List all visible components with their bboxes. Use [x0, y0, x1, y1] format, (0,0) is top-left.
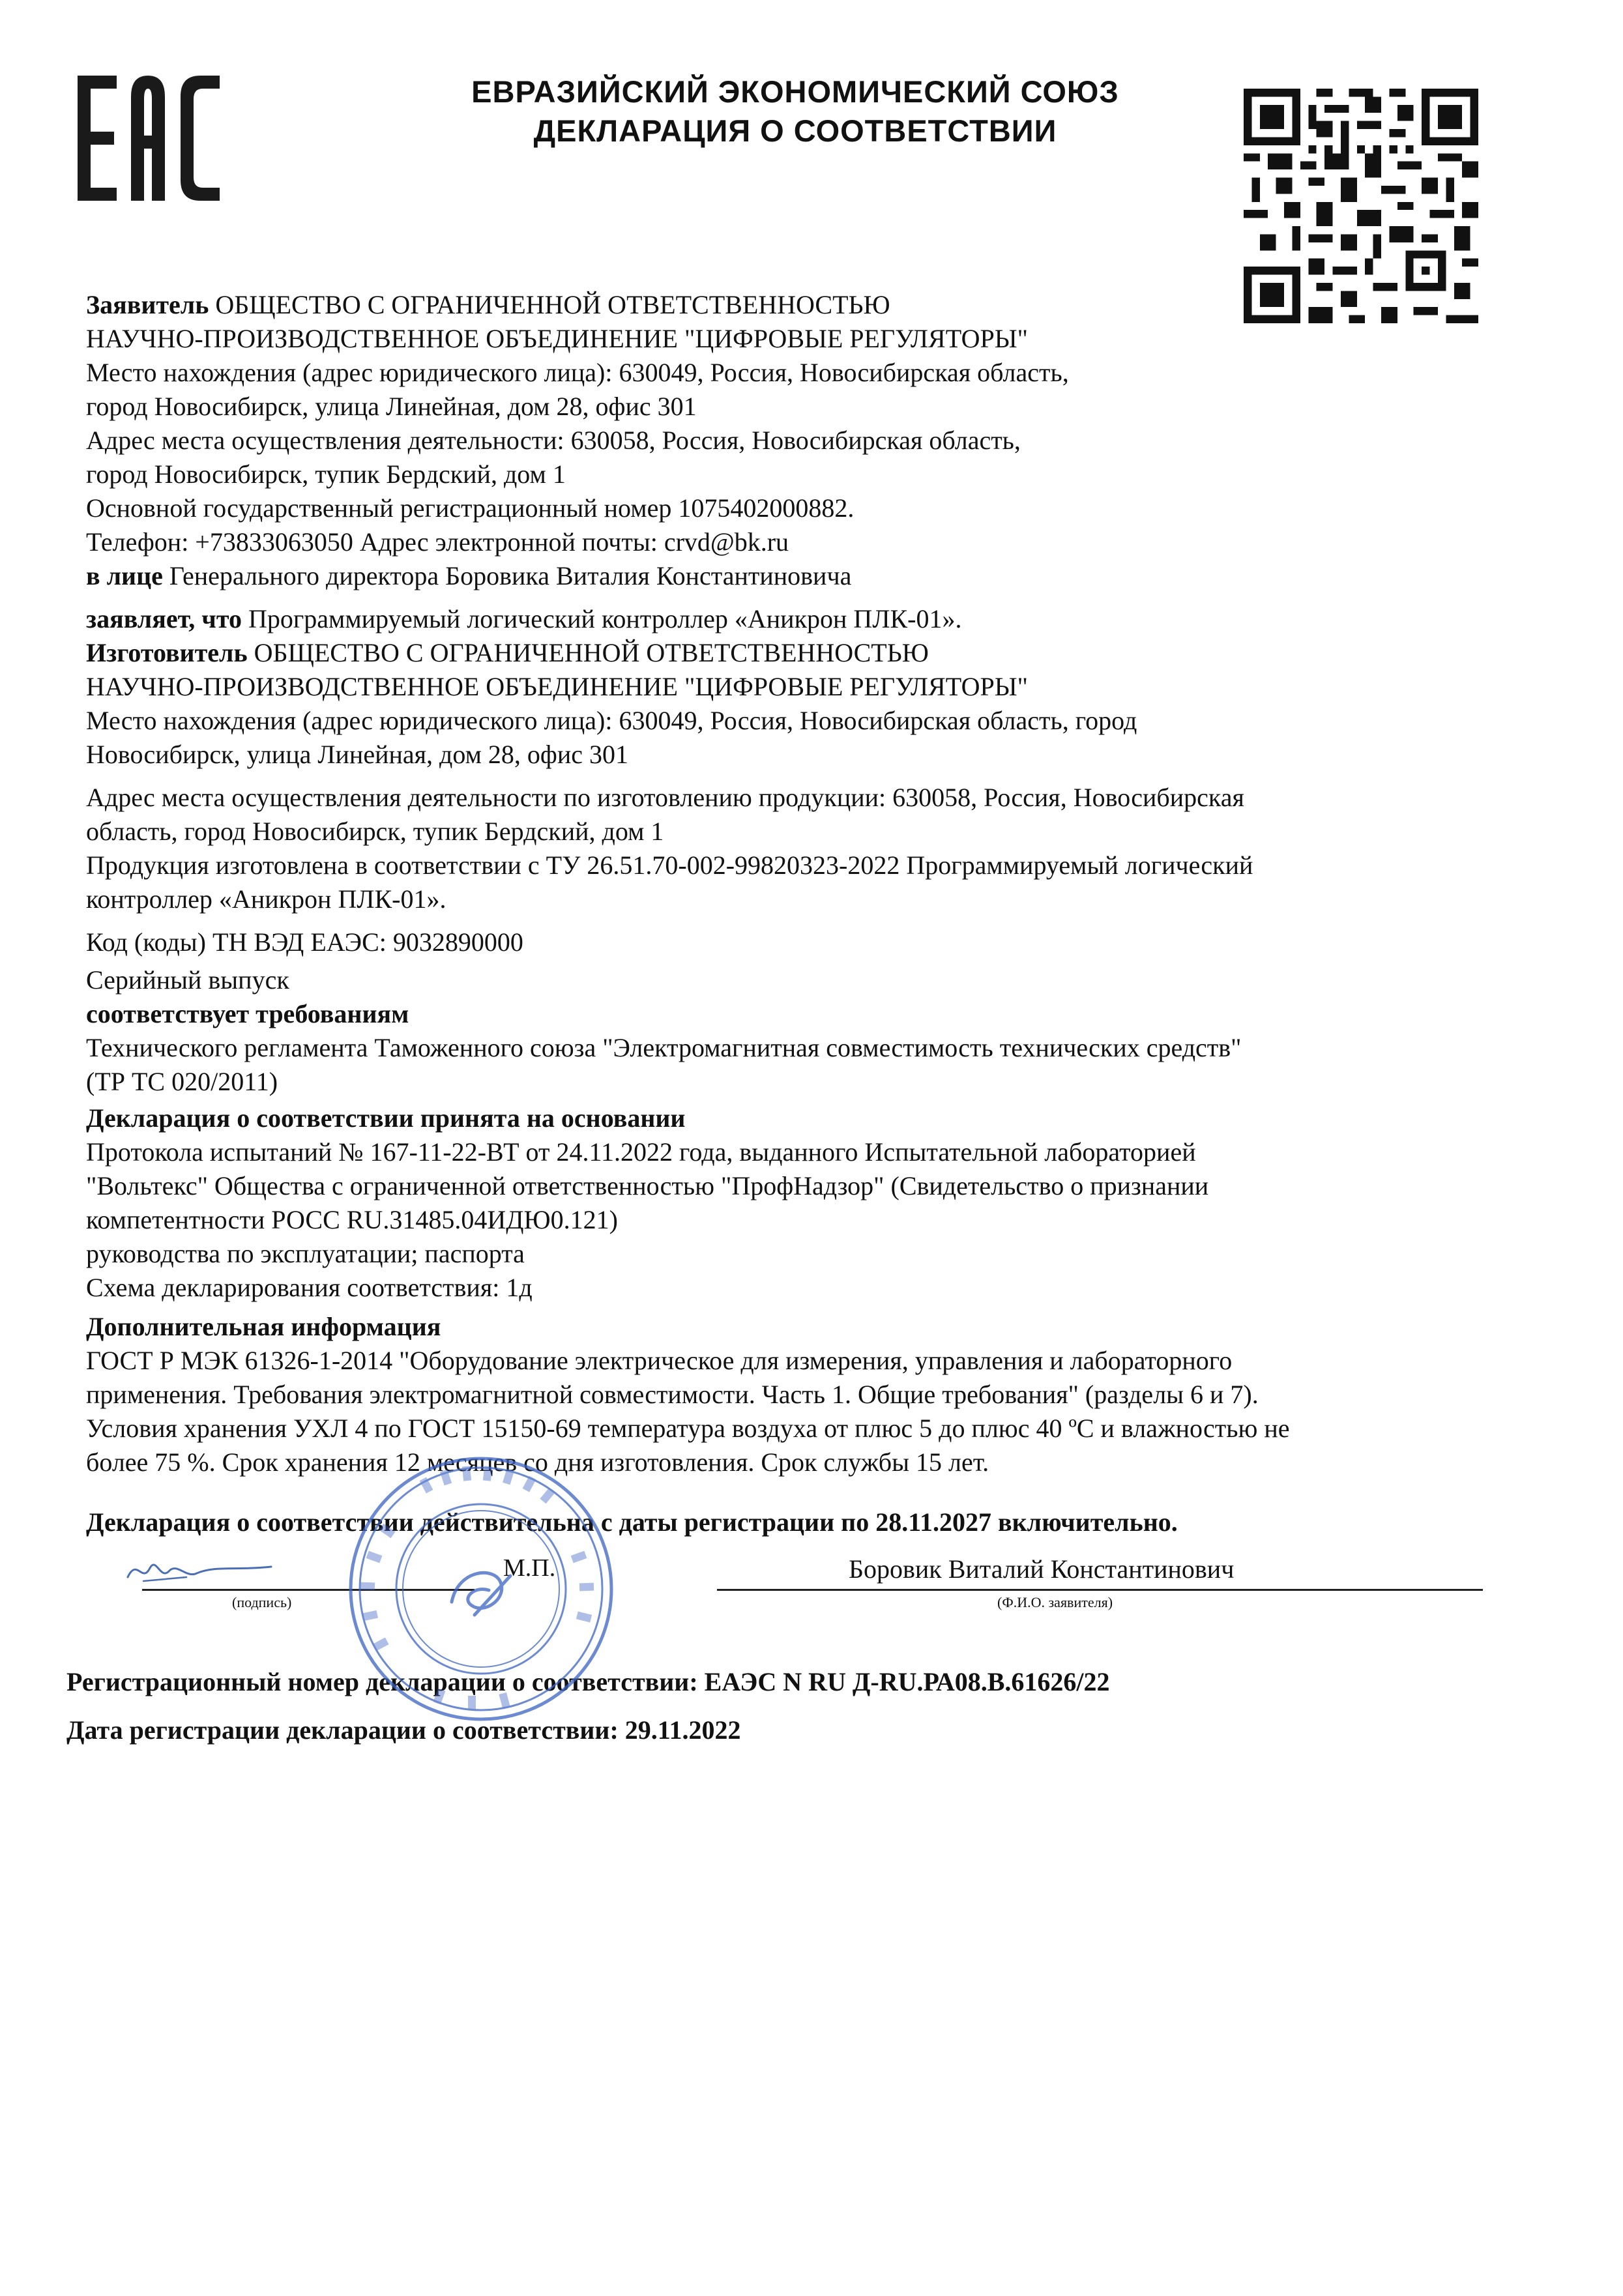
additional-line4: более 75 %. Срок хранения 12 месяцев со дня изготовления. Срок службы 15 лет. — [86, 1447, 989, 1477]
applicant-address-line1: Место нахождения (адрес юридического лица): 630049, Россия, Новосибирская область, — [86, 358, 1069, 387]
additional-line2: применения. Требования электромагнитной совместимости. Часть 1. Общие требования" (разделы 6 и 7). — [86, 1380, 1259, 1409]
applicant-full-name: Боровик Виталий Константинович — [849, 1554, 1235, 1584]
manufacturer-spec-line2: контроллер «Аникрон ПЛК-01». — [86, 884, 446, 914]
representative-label: в лице — [86, 561, 163, 590]
manufacturer-address-line1: Место нахождения (адрес юридического лица): 630049, Россия, Новосибирская область, город — [86, 706, 1137, 735]
name-caption: (Ф.И.О. заявителя) — [997, 1594, 1113, 1610]
manufacturer-address-line2: Новосибирск, улица Линейная, дом 28, офис 301 — [86, 740, 629, 769]
requirements-line1: Технического регламента Таможенного союза "Электромагнитная совместимость технических средств" — [86, 1033, 1242, 1062]
registration-number: Регистрационный номер декларации о соответствии: ЕАЭС N RU Д-RU.РА08.В.61626/22 — [66, 1667, 1110, 1696]
document-title: ДЕКЛАРАЦИЯ О СООТВЕТСТВИИ — [533, 113, 1057, 148]
manufacturer-name-line1 — [86, 636, 929, 670]
applicant-name-line1 — [86, 288, 890, 322]
requirements-line2: (ТР ТС 020/2011) — [86, 1067, 278, 1096]
manufacturer-production-line1: Адрес места осуществления деятельности по изготовлению продукции: 630058, Россия, Новосибирская — [86, 783, 1244, 812]
eac-logo — [75, 73, 231, 203]
applicant-label: Заявитель — [86, 290, 209, 319]
stamp-mark: М.П. — [503, 1554, 556, 1582]
manufacturer-production-line2: область, город Новосибирск, тупик Бердский, дом 1 — [86, 817, 664, 846]
additional-line3: Условия хранения УХЛ 4 по ГОСТ 15150-69 температура воздуха от плюс 5 до плюс 40 ºС и влажностью не — [86, 1414, 1290, 1443]
basis-line4: руководства по эксплуатации; паспорта — [86, 1239, 525, 1268]
requirements-heading: соответствует требованиям — [86, 999, 409, 1028]
signature-caption: (подпись) — [232, 1594, 292, 1610]
representative-name: Генерального директора Боровика Виталия Константиновича — [162, 561, 852, 590]
company-seal — [344, 1452, 618, 1726]
applicant-ogrn: Основной государственный регистрационный номер 1075402000882. — [86, 493, 855, 523]
product-release: Серийный выпуск — [86, 965, 289, 995]
qr-code — [1244, 89, 1478, 323]
manufacturer-label: Изготовитель — [86, 638, 248, 667]
manufacturer-name-line2: НАУЧНО-ПРОИЗВОДСТВЕННОЕ ОБЪЕДИНЕНИЕ "ЦИФРОВЫЕ РЕГУЛЯТОРЫ" — [86, 672, 1028, 701]
declares-line — [86, 602, 961, 636]
declares-product: Программируемый логический контроллер «Аникрон ПЛК-01». — [241, 604, 962, 633]
manufacturer-name-part1: ОБЩЕСТВО С ОГРАНИЧЕННОЙ ОТВЕТСТВЕННОСТЬЮ — [247, 638, 929, 667]
applicant-name-part1: ОБЩЕСТВО С ОГРАНИЧЕННОЙ ОТВЕТСТВЕННОСТЬЮ — [209, 290, 890, 319]
manufacturer-spec-line1: Продукция изготовлена в соответствии с ТУ 26.51.70-002-99820323-2022 Программируемый логический — [86, 850, 1253, 880]
validity-statement: Декларация о соответствии действительна с даты регистрации по 28.11.2027 включительно. — [86, 1507, 1178, 1537]
additional-heading: Дополнительная информация — [86, 1312, 441, 1341]
basis-heading: Декларация о соответствии принята на основании — [86, 1103, 686, 1133]
union-title: ЕВРАЗИЙСКИЙ ЭКОНОМИЧЕСКИЙ СОЮЗ — [471, 74, 1119, 109]
applicant-activity-line2: город Новосибирск, тупик Бердский, дом 1 — [86, 459, 566, 489]
basis-line3: компетентности РОСС RU.31485.04ИДЮ0.121) — [86, 1205, 618, 1234]
handwritten-signature — [124, 1551, 280, 1590]
basis-line1: Протокола испытаний № 167-11-22-ВТ от 24.11.2022 года, выданного Испытательной лабораторией — [86, 1137, 1196, 1167]
registration-date: Дата регистрации декларации о соответствии: 29.11.2022 — [66, 1715, 741, 1745]
product-code: Код (коды) ТН ВЭД ЕАЭС: 9032890000 — [86, 927, 523, 957]
applicant-address-line2: город Новосибирск, улица Линейная, дом 28, офис 301 — [86, 392, 697, 421]
basis-line2: "Вольтекс" Общества с ограниченной ответственностью "ПрофНадзор" (Свидетельство о признании — [86, 1171, 1209, 1200]
applicant-contacts: Телефон: +73833063050 Адрес электронной почты: crvd@bk.ru — [86, 527, 789, 557]
name-rule — [717, 1589, 1483, 1591]
basis-line5: Схема декларирования соответствия: 1д — [86, 1273, 533, 1302]
additional-line1: ГОСТ Р МЭК 61326-1-2014 "Оборудование электрическое для измерения, управления и лабораторного — [86, 1346, 1233, 1375]
declares-label: заявляет, что — [86, 604, 242, 633]
applicant-representative — [86, 559, 851, 593]
applicant-activity-line1: Адрес места осуществления деятельности: 630058, Россия, Новосибирская область, — [86, 426, 1021, 455]
applicant-name-line2: НАУЧНО-ПРОИЗВОДСТВЕННОЕ ОБЪЕДИНЕНИЕ "ЦИФРОВЫЕ РЕГУЛЯТОРЫ" — [86, 324, 1028, 353]
